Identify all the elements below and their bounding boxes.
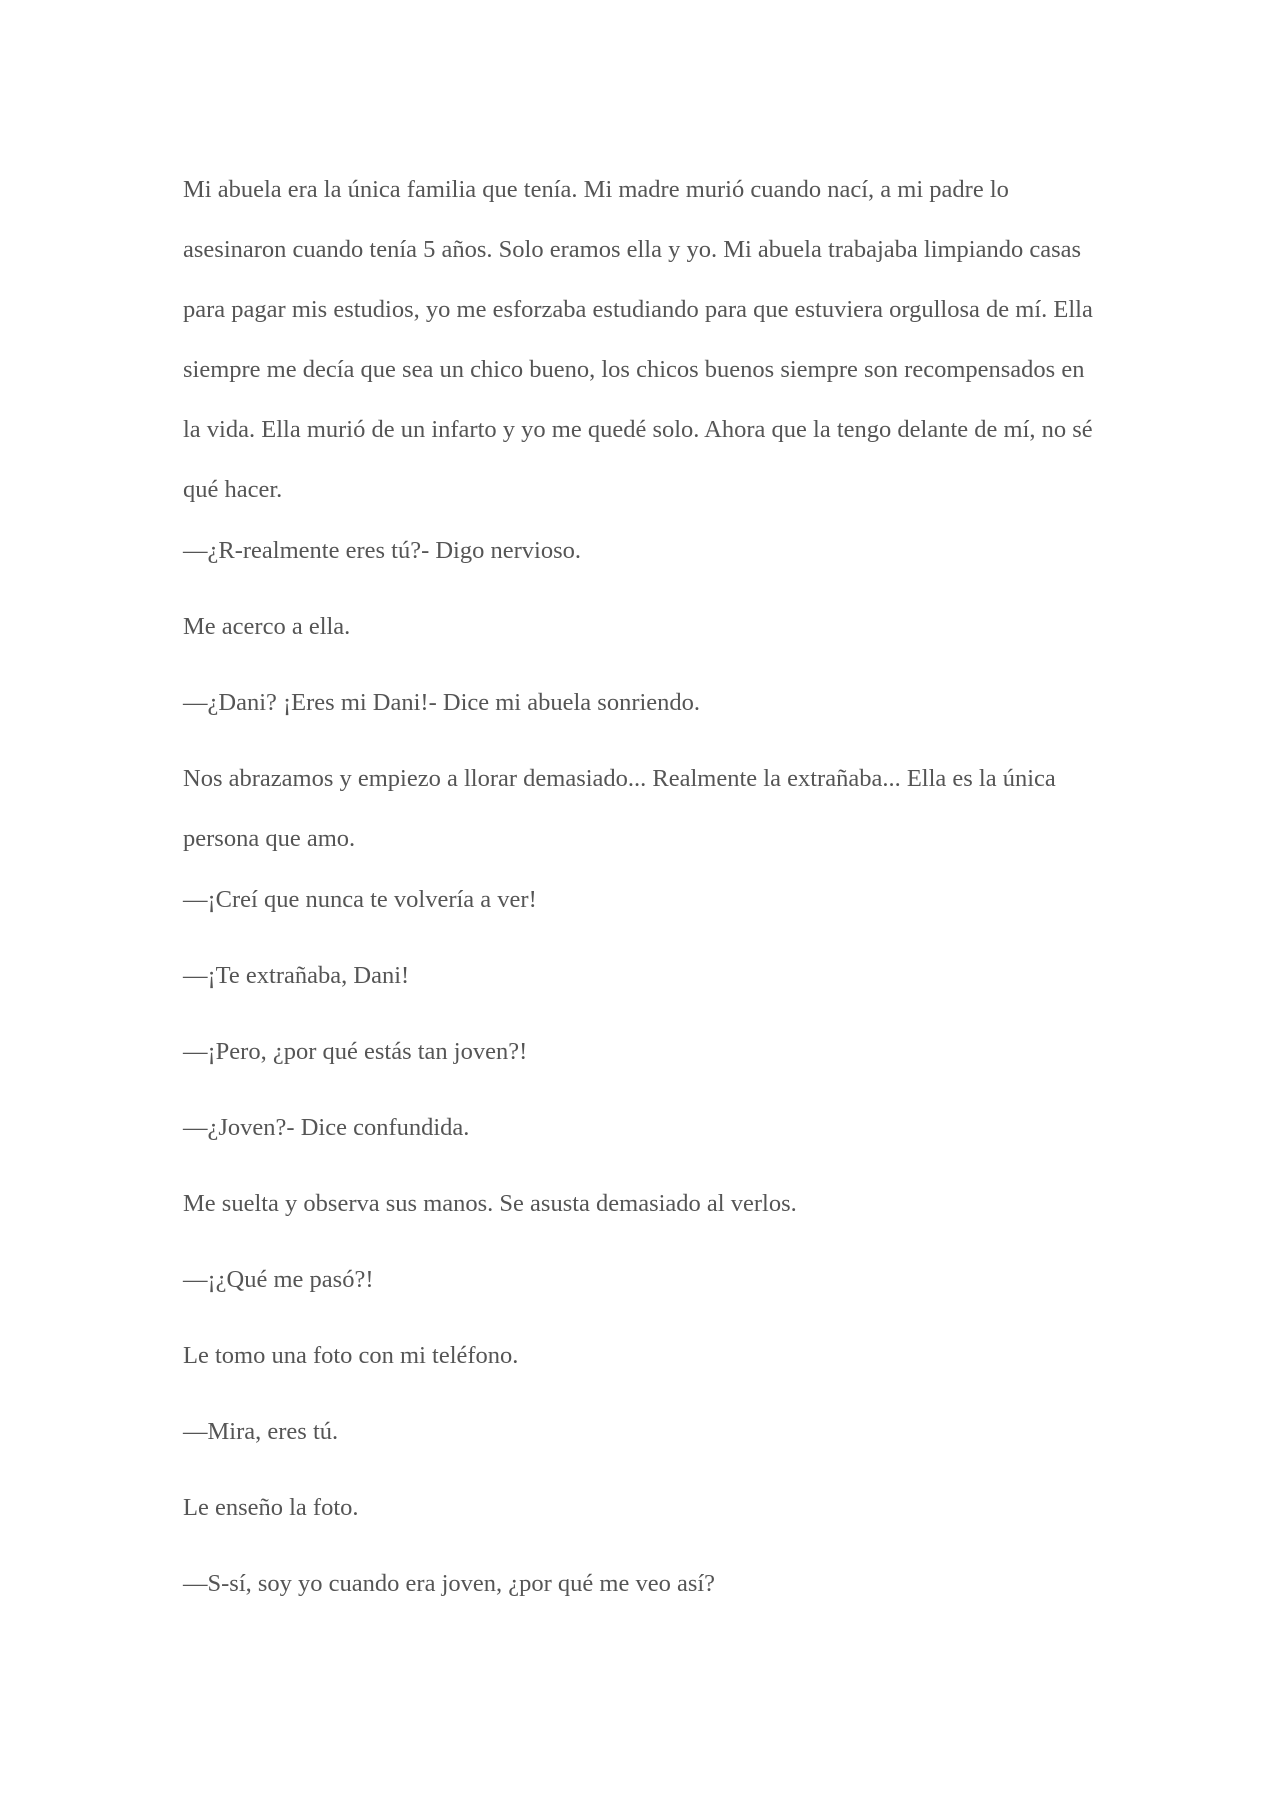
narration-line: Le tomo una foto con mi teléfono. — [183, 1342, 519, 1369]
story-text — [183, 175, 1098, 1645]
narration-line: Me suelta y observa sus manos. Se asusta demasiado al verlos. — [183, 1190, 797, 1217]
dialogue-line: —¡¿Qué me pasó?! — [183, 1266, 374, 1293]
dialogue-line: —¿Joven?- Dice confundida. — [183, 1114, 470, 1141]
paragraph-intro: Mi abuela era la única familia que tenía. Mi madre murió cuando nací, a mi padre lo asesinaron cuando tenía 5 años. Solo eramos ella y yo. Mi abuela trabajaba limpiando casas para pagar mis estudios, yo me esforzaba estudiando para que estuviera orgullosa de mí. Ella siempre me decía que sea un chico bueno, los chicos buenos siempre son recompensados en la vida. Ella murió de un infarto y yo me quedé solo. Ahora que la tengo delante de mí, no sé qué hacer. — [183, 176, 1093, 503]
dialogue-line: —Mira, eres tú. — [183, 1418, 339, 1445]
dialogue-line: —S-sí, soy yo cuando era joven, ¿por qué me veo así? — [183, 1570, 716, 1597]
dialogue-line: —¡Creí que nunca te volvería a ver! — [183, 886, 537, 913]
narration-line: Me acerco a ella. — [183, 613, 351, 640]
dialogue-line: —¡Te extrañaba, Dani! — [183, 962, 410, 989]
dialogue-line: —¿Dani? ¡Eres mi Dani!- Dice mi abuela sonriendo. — [183, 689, 701, 716]
dialogue-line: —¡Pero, ¿por qué estás tan joven?! — [183, 1038, 528, 1065]
narration-line: Le enseño la foto. — [183, 1494, 359, 1521]
dialogue-line: —¿R-realmente eres tú?- Digo nervioso. — [183, 537, 581, 564]
narration-paragraph: Nos abrazamos y empiezo a llorar demasiado... Realmente la extrañaba... Ella es la única persona que amo. — [183, 765, 1056, 852]
